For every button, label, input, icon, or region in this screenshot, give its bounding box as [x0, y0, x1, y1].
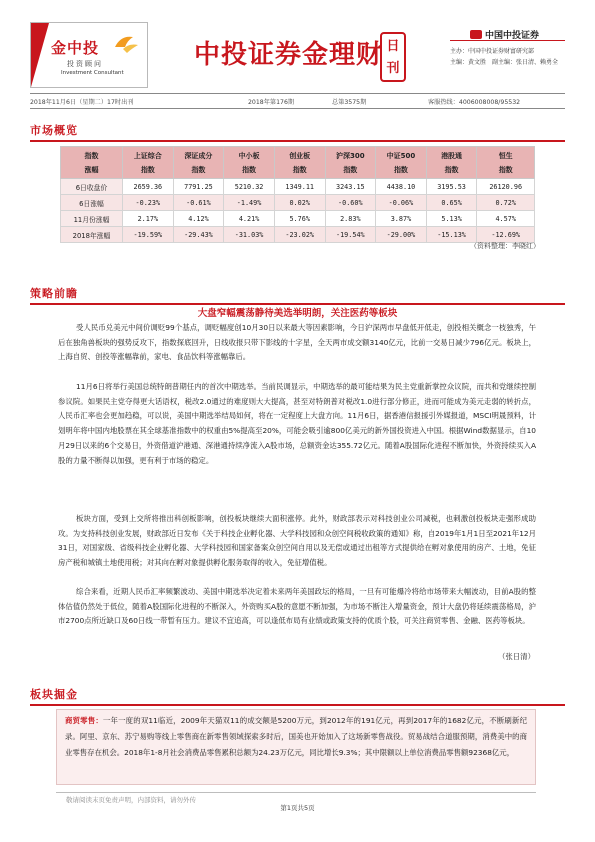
- article-paragraph: 受人民币兑美元中间价调贬99个基点，调贬幅度创10月30日以来最大等因素影响，今日沪深两市早盘低开低走，创投相关概念一枝独秀，午后在独角兽板块的强势反攻下，指数探底回升，日线收报只带下影线的十字星，全天两市成交额3140亿元，比前一交易日减少796亿元。板块上，上海自贸、创投等涨幅靠前，家电、食品饮料等涨幅靠后。: [58, 323, 536, 362]
- article-author: （张日清）: [498, 652, 535, 661]
- firm-divider: [450, 40, 565, 41]
- divider: [30, 108, 565, 109]
- logo-english: Investment Consultant: [61, 70, 124, 76]
- table-cell: -23.02%: [274, 227, 325, 243]
- divider: [30, 93, 565, 94]
- row-label: 6日收盘价: [61, 179, 123, 195]
- newsletter-title: 中投证券金理财: [194, 40, 384, 70]
- table-cell: 5210.32: [224, 179, 275, 195]
- sector-highlight-box: [56, 709, 536, 785]
- issue-number: 2018年第176期: [248, 99, 295, 106]
- table-cell: 4.21%: [224, 211, 275, 227]
- table-cell: 0.02%: [274, 195, 325, 211]
- firm-emblem-icon: [470, 30, 482, 39]
- column-header: 创业板 指数: [274, 147, 325, 179]
- table-row: [61, 211, 535, 227]
- disclaimer-note: 敬请阅读末页免责声明，内部资料，请勿外传: [66, 796, 196, 804]
- table-cell: -12.69%: [477, 227, 535, 243]
- table-cell: -29.00%: [376, 227, 427, 243]
- logo-subtitle: 投资顾问: [67, 60, 103, 68]
- section-underline: [30, 704, 565, 706]
- table-row: [61, 179, 535, 195]
- column-header: 港股通 指数: [426, 147, 477, 179]
- table-cell: -19.59%: [123, 227, 174, 243]
- bird-icon: [113, 33, 139, 55]
- column-header: 深证成分 指数: [173, 147, 224, 179]
- section-underline: [30, 140, 565, 142]
- table-cell: 2.83%: [325, 211, 376, 227]
- table-cell: 0.65%: [426, 195, 477, 211]
- table-cell: -19.54%: [325, 227, 376, 243]
- article-title: 大盘窄幅震荡静待美选举明朗，关注医药等板块: [197, 308, 398, 319]
- logo-main-text: 金中投: [51, 39, 100, 57]
- table-cell: 4.12%: [173, 211, 224, 227]
- table-cell: 2.17%: [123, 211, 174, 227]
- table-cell: 3.87%: [376, 211, 427, 227]
- section-sector: [30, 686, 565, 706]
- table-cell: -0.23%: [123, 195, 174, 211]
- market-table: [60, 146, 535, 243]
- table-cell: 5.13%: [426, 211, 477, 227]
- article-paragraph: 板块方面，受到上交所将推出科创板影响，创投板块继续大面积涨停。此外，财政部表示对科技创业公司减税，也刺激创投板块走强形成助攻。为支持科技创业发展，财政部近日发布《关于科技企业孵化器、大学科技园和众创空间税收政策的通知》称，自2019年1月1日至2021年12月31日，对国家级、省级科技企业孵化器、大学科技园和国家备案众创空间自用以及无偿或通过出租等方式提供给在孵对象使用的房产、土地，免征房产税和城镇土地使用税；对其向在孵对象提供孵化服务取得的收入，免征增值税。: [58, 514, 536, 568]
- section-title: 策略前瞻: [30, 287, 78, 300]
- table-cell: 4438.10: [376, 179, 427, 195]
- table-cell: 4.57%: [477, 211, 535, 227]
- table-row: [61, 227, 535, 243]
- table-cell: -0.60%: [325, 195, 376, 211]
- logo-red-triangle: [31, 23, 49, 87]
- sector-keyword: 商贸零售：: [65, 716, 103, 725]
- table-cell: -1.49%: [224, 195, 275, 211]
- column-header: 中小板 指数: [224, 147, 275, 179]
- table-cell: -0.06%: [376, 195, 427, 211]
- table-cell: 5.76%: [274, 211, 325, 227]
- sector-text: 一年一度的双11临近，2009年天猫双11的成交额是5200万元，到2012年的191亿元，再到2017年的1682亿元，不断刷新纪录。阿里、京东、苏宁易购等线上零售商在新零售领域探索多时后，国美也开始加入了这场新零售战役。贸易战结合道服预期，消费美中的商业零售存在机会。2018年1-8月社会消费品零售累积总额为24.23万亿元，同比增长9.3%；其中限额以上单位消费品零售额92368亿元，: [65, 716, 527, 757]
- section-market: [30, 122, 565, 142]
- table-cell: 0.72%: [477, 195, 535, 211]
- table-cell: 26120.96: [477, 179, 535, 195]
- table-source-note: （资料整理：李晓红）: [470, 242, 540, 250]
- table-cell: -0.61%: [173, 195, 224, 211]
- table-cell: -31.03%: [224, 227, 275, 243]
- section-title: 板块掘金: [30, 688, 78, 701]
- table-header-row: [61, 147, 535, 179]
- footer-divider: [56, 792, 536, 793]
- page-number: 第1页共5页: [280, 804, 315, 812]
- issue-total: 总第3575期: [332, 99, 367, 106]
- column-header: 沪深300 指数: [325, 147, 376, 179]
- firm-editors: 主编：黄文胜 副主编：张日清、赖勇全: [450, 59, 559, 66]
- table-cell: 7791.25: [173, 179, 224, 195]
- table-cell: 1349.11: [274, 179, 325, 195]
- row-label: 2018年涨幅: [61, 227, 123, 243]
- firm-sponsor: 主办：中国中投证券财富研究部: [450, 48, 535, 55]
- table-row: [61, 195, 535, 211]
- firm-name: 中国中投证券: [485, 31, 540, 41]
- section-title: 市场概览: [30, 124, 78, 137]
- row-label: 6日涨幅: [61, 195, 123, 211]
- issue-date: 2018年11月6日（星期二）17时出刊: [30, 99, 134, 106]
- article-paragraph: 11月6日将举行美国总统特朗普期任内的首次中期选举。当前民调显示，中期选举的最可能结果为民主党重新掌控众议院，而共和党继续控制参议院。如果民主党夺得更大话语权，税改2.0通过的难度则大大提高，甚至对特朗普对税改1.0进行部分修正，进而可能成为美元走弱的转折点，人民币汇率也会更加趋稳，可以说，美国中期选举结局如何，将在一定程度上大盘方向。11月6日，据香港信报援引外媒报道，MSCI明晟预料，计划明年将中国内地股票在其全球基准指数中的权重由5%提高至20%，可能会吸引逾800亿美元的新外国投资进入中国。根据Wind数据显示，自10月29日以来的6个交易日，外资借道沪港通、深港通持续净流入A股市场，总额资金达355.72亿元。随着A股国际化进程不断加快，外资持续买入A股的力量不断得以加强，更有利于市场的稳定。: [58, 382, 536, 465]
- table-cell: -29.43%: [173, 227, 224, 243]
- firm-info: [450, 46, 558, 68]
- page-header: [30, 22, 565, 90]
- row-label: 11月份涨幅: [61, 211, 123, 227]
- table-cell: -15.13%: [426, 227, 477, 243]
- table-cell: 3243.15: [325, 179, 376, 195]
- column-header: 指数 涨幅: [61, 147, 123, 179]
- article-paragraph: 综合来看，近期人民币汇率频繁波动、美国中期选举决定着未来两年美国政坛的格局，一旦有可能爆冷将给市场带来大幅波动，目前A股的整体估值仍然处于低位，随着A股国际化进程的不断深入，外资购买A股的意愿不断加强，为市场不断注入增量资金，预计大盘仍将延续震荡格局，沪市2700点所近缺口及60日线一带暂有压力。建议不宜追高，可以逢低布局有业绩或政策支持的优质个股，可关注商贸零售、金融、医药等板块。: [58, 587, 536, 626]
- column-header: 上证综合 指数: [123, 147, 174, 179]
- sector-paragraph: [57, 710, 535, 764]
- table-cell: 2659.36: [123, 179, 174, 195]
- column-header: 中证500 指数: [376, 147, 427, 179]
- daily-badge: 日刊: [380, 32, 406, 82]
- section-strategy: [30, 285, 565, 305]
- brand-logo: [30, 22, 148, 88]
- service-hotline: 客服热线：4006008008/95532: [428, 99, 521, 106]
- column-header: 恒生 指数: [477, 147, 535, 179]
- table-cell: 3195.53: [426, 179, 477, 195]
